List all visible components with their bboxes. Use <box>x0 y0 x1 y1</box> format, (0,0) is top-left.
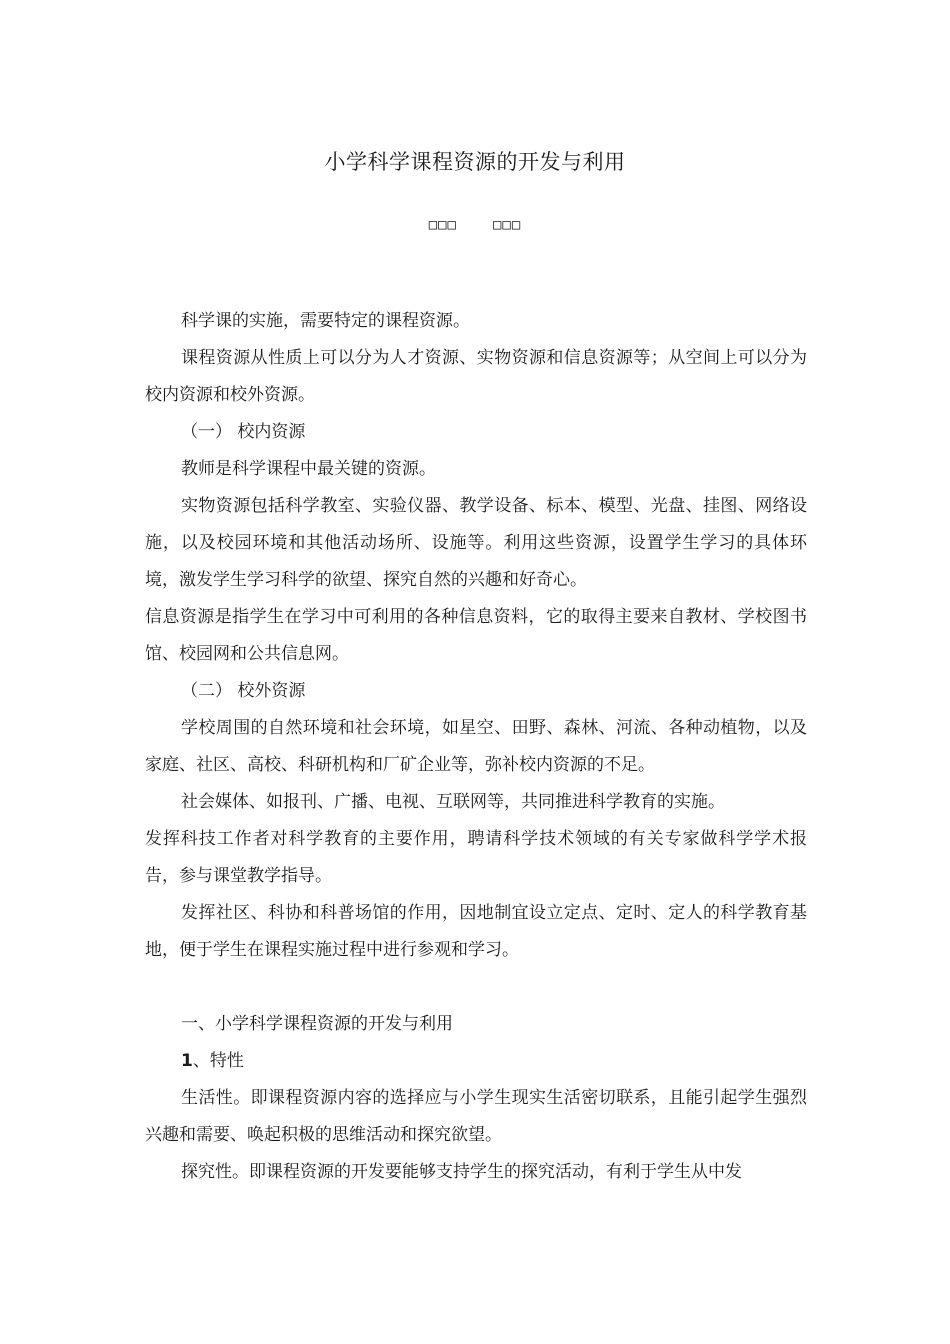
paragraph: 发挥科技工作者对科学教育的主要作用，聘请科学技术领域的有关专家做科学学术报告，参与课堂教学指导。 <box>145 829 807 886</box>
paragraph: 科学课的实施，需要特定的课程资源。 <box>181 311 470 331</box>
paragraph: 生活性。即课程资源内容的选择应与小学生现实生活密切联系，且能引起学生强烈兴趣和需要、唤起积极的思维活动和探究欲望。 <box>145 1088 807 1145</box>
subsection-title: 、特性 <box>192 1051 244 1071</box>
section-heading: （二） 校外资源 <box>181 681 306 701</box>
document-title: 小学科学课程资源的开发与利用 <box>324 150 626 174</box>
author-name: □□□ <box>493 217 522 233</box>
paragraph: 发挥社区、科协和科普场馆的作用，因地制宜设立定点、定时、定人的科学教育基地，便于学生在课程实施过程中进行参观和学习。 <box>145 903 807 960</box>
author-line <box>0 215 950 235</box>
blank-line <box>145 969 807 1006</box>
paragraph: 教师是科学课程中最关键的资源。 <box>181 459 436 479</box>
paragraph: 学校周围的自然环境和社会环境，如星空、田野、森林、河流、各种动植物，以及家庭、社区、高校、科研机构和厂矿企业等，弥补校内资源的不足。 <box>145 718 807 775</box>
author-name: □□□ <box>428 217 457 233</box>
paragraph: 实物资源包括科学教室、实验仪器、教学设备、标本、模型、光盘、挂图、网络设施，以及校园环境和其他活动场所、设施等。利用这些资源，设置学生学习的具体环境，激发学生学习科学的欲望、探究自然的兴趣和好奇心。 <box>145 496 807 590</box>
chapter-heading: 一、小学科学课程资源的开发与利用 <box>181 1014 453 1034</box>
paragraph: 课程资源从性质上可以分为人才资源、实物资源和信息资源等；从空间上可以分为校内资源和校外资源。 <box>145 348 807 405</box>
subsection-number: 1 <box>181 1051 193 1071</box>
document-body <box>145 303 807 1191</box>
section-heading: （一） 校内资源 <box>181 422 306 442</box>
paragraph: 探究性。即课程资源的开发要能够支持学生的探究活动，有利于学生从中发 <box>181 1162 742 1182</box>
paragraph: 信息资源是指学生在学习中可利用的各种信息资料，它的取得主要来自教材、学校图书馆、校园网和公共信息网。 <box>145 607 807 664</box>
paragraph: 社会媒体、如报刊、广播、电视、互联网等，共同推进科学教育的实施。 <box>181 792 725 812</box>
subsection-heading <box>145 1043 807 1080</box>
